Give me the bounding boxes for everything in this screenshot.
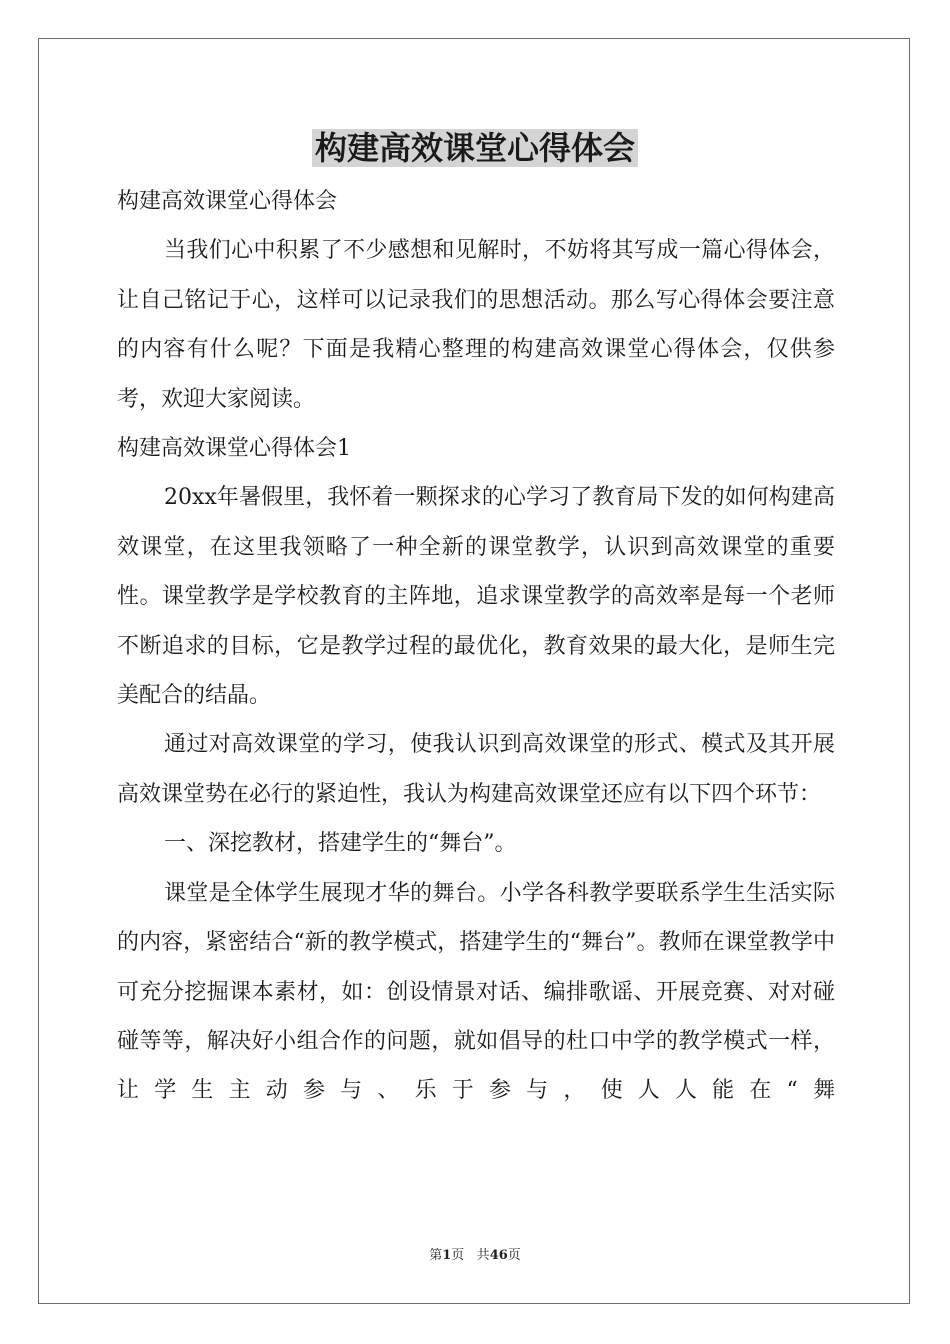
page-footer <box>0 1247 950 1265</box>
paragraph: 20xx年暑假里，我怀着一颗探求的心学习了教育局下发的如何构建高效课堂，在这里我领略了一种全新的课堂教学，认识到高效课堂的重要性。课堂教学是学校教育的主阵地，追求课堂教学的高效率是每一个老师不断追求的目标，它是教学过程的最优化，教育效果的最大化，是师生完美配合的结晶。 <box>117 485 835 709</box>
page-label-prefix: 第 <box>429 1248 443 1263</box>
page-label-suffix: 页 <box>451 1248 465 1263</box>
paragraph: 课堂是全体学生展现才华的舞台。小学各科教学要联系学生生活实际的内容，紧密结合“新的教学模式，搭建学生的“舞台”。教师在课堂教学中可充分挖掘课本素材，如：创设情景对话、编排歌谣、开展竞赛、对对碰碰等等，解决好小组合作的问题，就如倡导的杜口中学的教学模式一样，让学生主动参与、乐于参与，使人人能在“舞 <box>117 880 835 1104</box>
document-title <box>0 126 950 170</box>
total-label-suffix: 页 <box>507 1248 521 1263</box>
list-heading: 一、深挖教材，搭建学生的“舞台”。 <box>164 831 517 857</box>
document-body <box>117 177 835 1116</box>
paragraph: 通过对高效课堂的学习，使我认识到高效课堂的形式、模式及其开展高效课堂势在必行的紧迫性，我认为构建高效课堂还应有以下四个环节： <box>117 732 835 807</box>
total-pages-number: 46 <box>489 1248 508 1263</box>
current-page-number: 1 <box>442 1248 452 1263</box>
section-heading: 构建高效课堂心得体会1 <box>117 436 351 462</box>
subheading: 构建高效课堂心得体会 <box>117 189 338 214</box>
total-label-prefix: 共 <box>476 1248 490 1263</box>
paragraph-intro: 当我们心中积累了不少感想和见解时，不妨将其写成一篇心得体会，让自己铭记于心，这样可以记录我们的思想活动。那么写心得体会要注意的内容有什么呢？下面是我精心整理的构建高效课堂心得体会，仅供参考，欢迎大家阅读。 <box>117 238 835 412</box>
document-title-text: 构建高效课堂心得体会 <box>312 129 638 167</box>
